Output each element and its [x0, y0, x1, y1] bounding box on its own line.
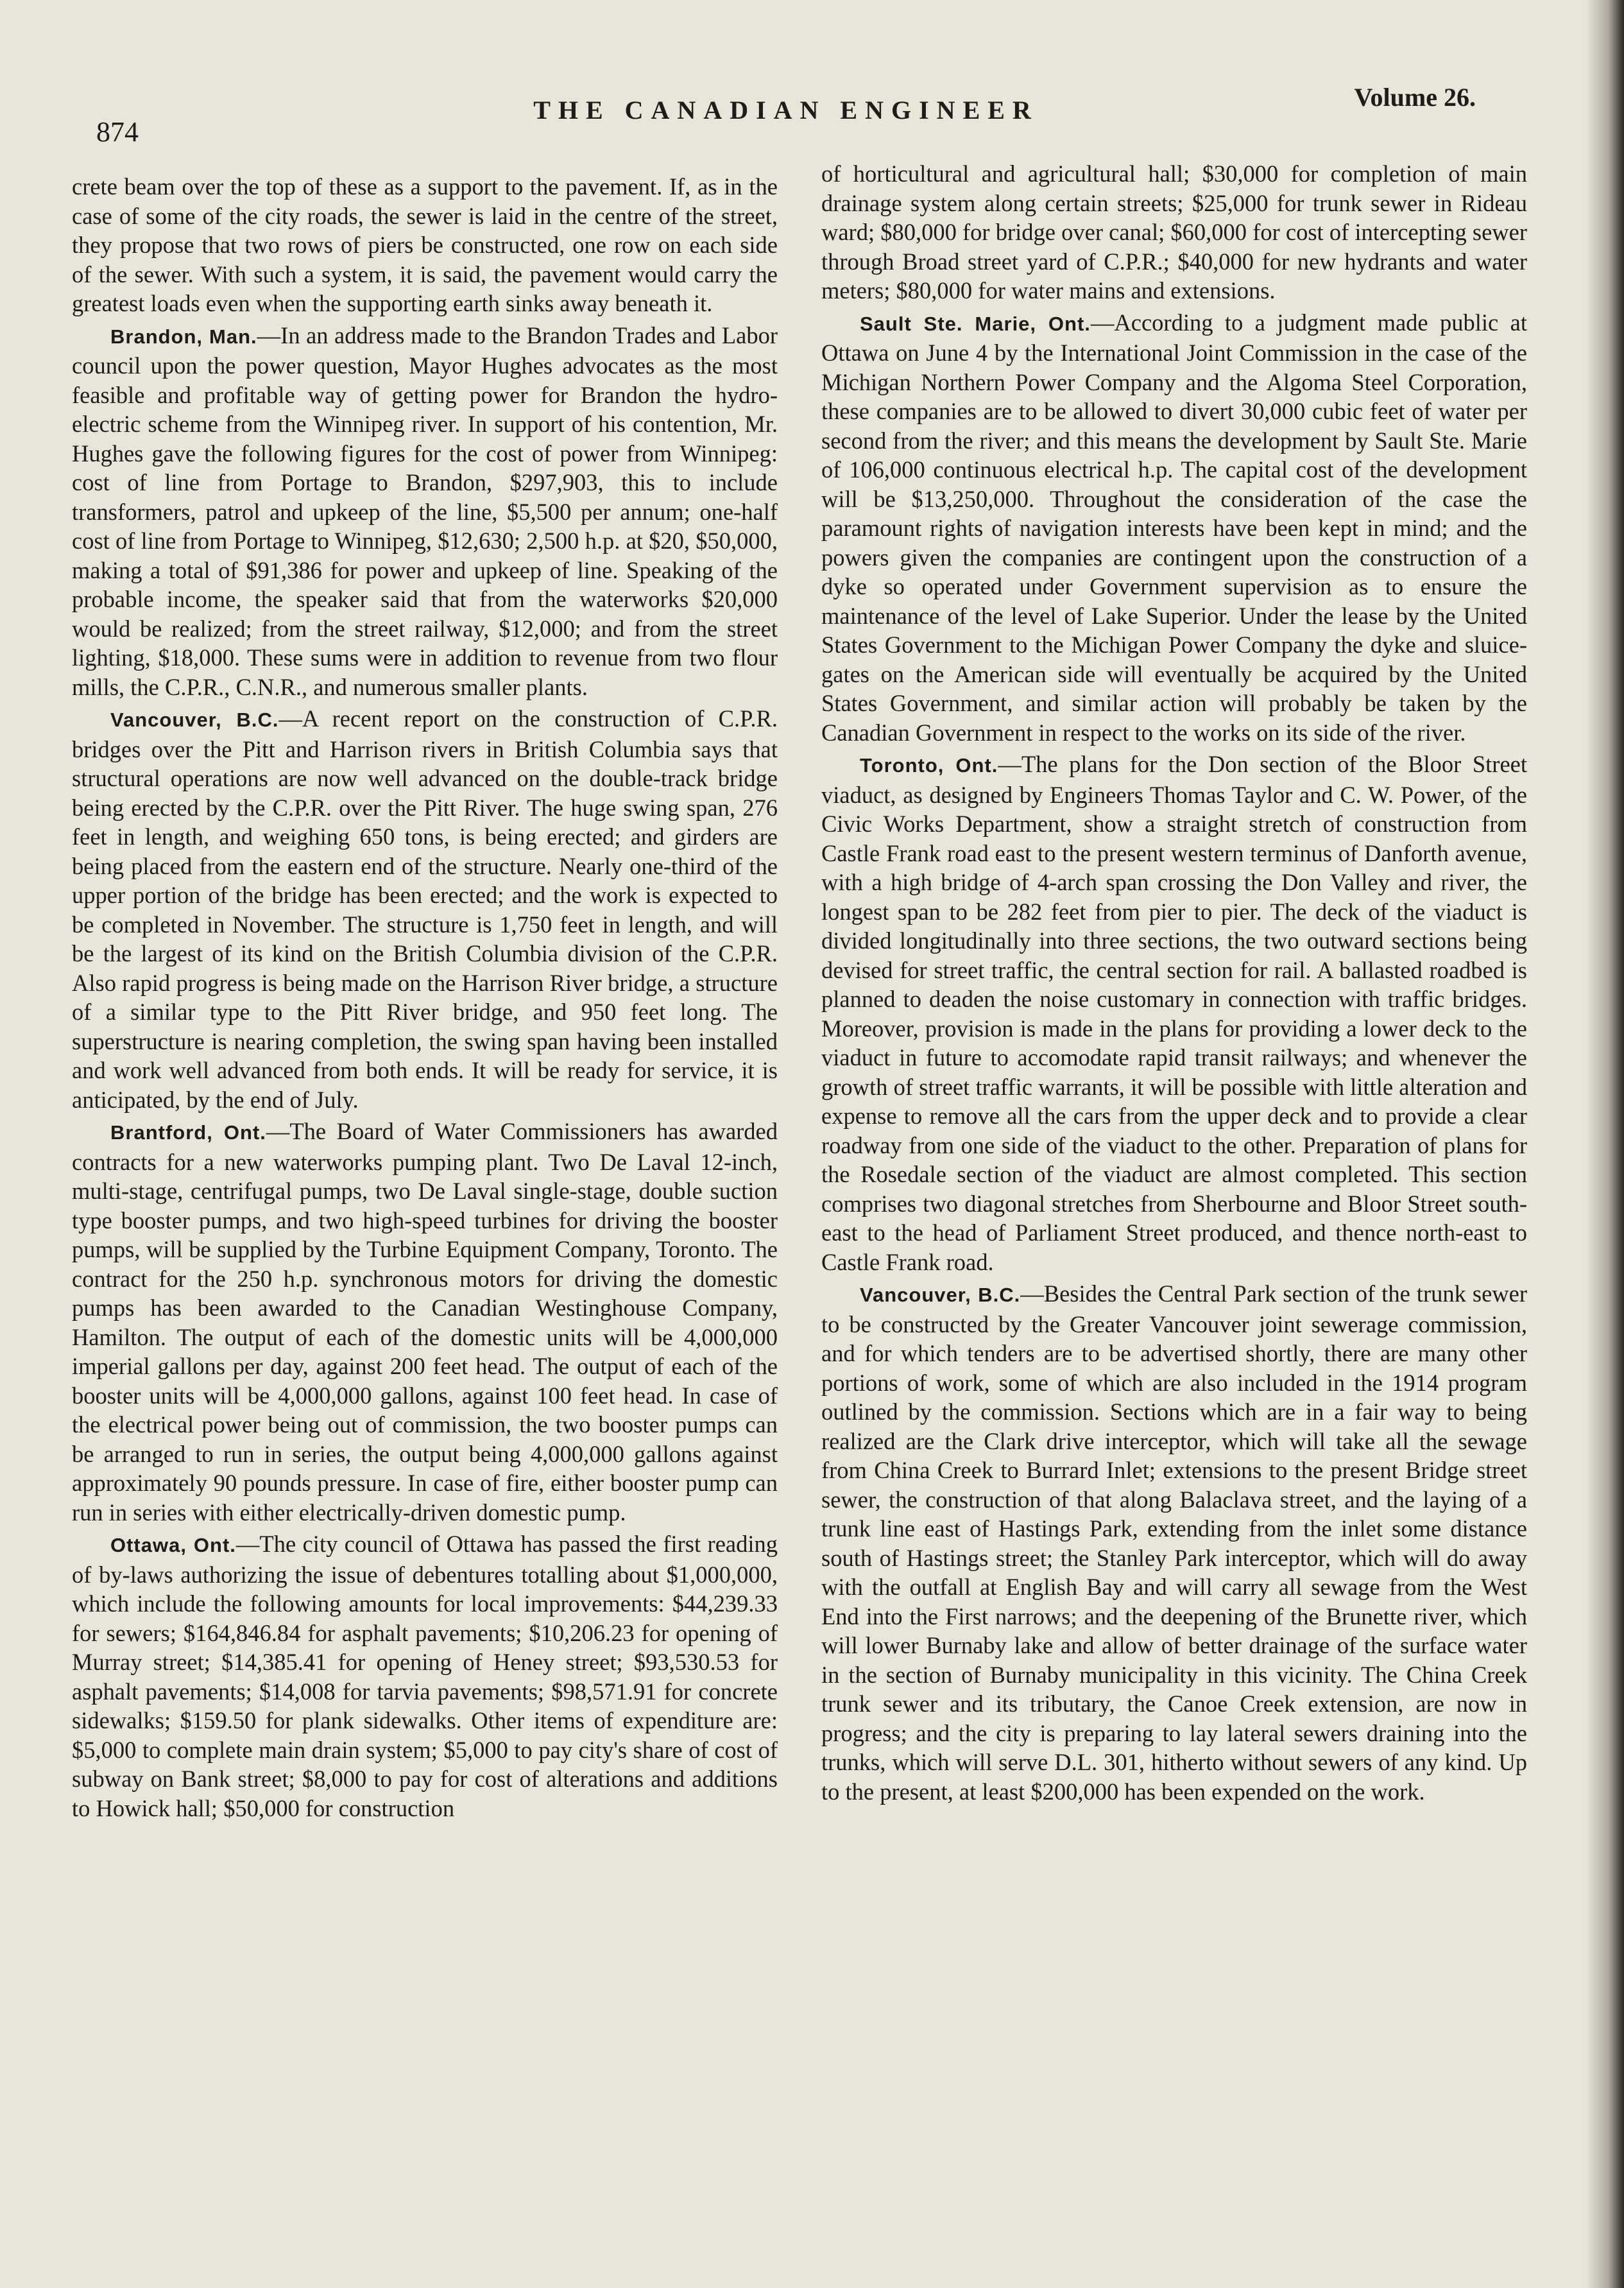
article-body: —The Board of Water Commissioners has awarded contracts for a new waterworks pumping plant. Two De Laval 12-inch, multi-stage, centrifugal pumps, two De Laval single-stage, double suction type booster pumps, and two high-speed turbines for driving the booster pumps, will be supplied by the Turbine Equipment Company, Toronto. The contract for the 250 h.p. synchronous motors for driving the domestic pumps has been awarded to the Canadian Westinghouse Company, Hamilton. The output of each of the domestic units will be 4,000,000 imperial gallons per day, against 200 feet head. The output of each of the booster units will be 4,000,000 gallons, against 100 feet head. In case of the electrical power being out of commission, the two booster pumps can be arranged to run in series, the output being 4,000,000 gallons against approximately 90 pounds pressure. In case of fire, either booster pump can run in series with either electrically-driven domestic pump.	[72, 1118, 778, 1526]
article-heading: Brantford, Ont.	[110, 1121, 266, 1144]
article-body: —The city council of Ottawa has passed the first reading of by-laws authorizing the issue of debentures totalling about $1,000,000, which include the following amounts for local improvements: $44,239.33 for sewers; $164,846.84 for asphalt pavements; $10,206.23 for opening of Murray street; $14,385.41 for opening of Heney street; $93,530.53 for asphalt pavements; $14,008 for tarvia pavements; $98,571.91 for concrete sidewalks; $159.50 for plank sidewalks. Other items of expenditure are: $5,000 to complete main drain system; $5,000 to pay city's share of cost of subway on Bank street; $8,000 to pay for cost of alterations and additions to Howick hall; $50,000 for construction	[72, 1531, 778, 1821]
article-heading: Ottawa, Ont.	[110, 1534, 236, 1556]
article-continuation: crete beam over the top of these as a support to the pavement. If, as in the case of some of the city roads, the sewer is laid in the centre of the street, they propose that two rows of piers be constructed, one row on each side of the sewer. With such a system, it is said, the pavement would carry the greatest loads even when the supporting earth sinks away beneath it.	[72, 173, 778, 316]
article-toronto	[821, 750, 1527, 1277]
article-heading: Vancouver, B.C.	[110, 709, 279, 731]
article-brandon	[72, 321, 778, 702]
article-heading: Sault Ste. Marie, Ont.	[860, 312, 1091, 335]
article-brantford	[72, 1117, 778, 1527]
volume-label: Volume 26.	[1354, 83, 1476, 112]
article-body: —Besides the Central Park section of the trunk sewer to be constructed by the Greater Vancouver joint sewerage commission, and for which tenders are to be advertised shortly, there are many other portions of work, some of which are also included in the 1914 program outlined by the commission. Sections which are in a fair way to being realized are the Clark drive interceptor, which will take all the sewage from China Creek to Burrard Inlet; extensions to the present Bridge street sewer, the construction of that along Balaclava street, and the laying of a trunk line east of Hastings Park, extending from the inlet some distance south of Hastings street; the Stanley Park interceptor, which will do away with the outfall at English Bay and will carry all sewage from the West End into the First narrows; and the deepening of the Brunette river, which will lower Burnaby lake and allow of better drainage of the surface water in the section of Burnaby municipality in this vicinity. The China Creek trunk sewer and its tributary, the Canoe Creek extension, are now in progress; and the city is preparing to lay lateral sewers draining into the trunks, which will serve D.L. 301, hitherto without sewers of any kind. Up to the present, at least $200,000 has been expended on the work.	[821, 1280, 1527, 1805]
article-body: —The plans for the Don section of the Bloor Street viaduct, as designed by Engineers Thomas Taylor and C. W. Power, of the Civic Works Department, show a straight stretch of construction from Castle Frank road east to the present western terminus of Danforth avenue, with a high bridge of 4-arch span crossing the Don Valley and river, the longest span to be 282 feet from pier to pier. The deck of the viaduct is divided longitudinally into three sections, the two outward sections being devised for street traffic, the central section for rail. A ballasted roadbed is planned to deaden the noise customary in connection with traffic bridges. Moreover, provision is made in the plans for providing a lower deck to the viaduct in future to accomodate rapid transit railways; and whenever the growth of street traffic warrants, it will be possible with little alteration and expense to remove all the cars from the upper deck and to provide a clear roadway from one side of the viaduct to the other. Preparation of plans for the Rosedale section of the viaduct are almost completed. This section comprises two diagonal stretches from Sherbourne and Bloor Street south-east to the head of Parliament Street produced, and thence north-east to Castle Frank road.	[821, 751, 1527, 1275]
journal-title: THE CANADIAN ENGINEER	[533, 96, 1039, 125]
article-heading: Vancouver, B.C.	[860, 1284, 1021, 1306]
article-vancouver	[72, 704, 778, 1114]
left-column	[72, 172, 778, 1823]
article-vancouver-sewers	[821, 1279, 1527, 1806]
article-continuation: of horticultural and agricultural hall; $30,000 for completion of main drainage system along certain streets; $25,000 for trunk sewer in Rideau ward; $80,000 for bridge over canal; $60,000 for cost of intercepting sewer through Broad street yard of C.P.R.; $40,000 for new hydrants and water meters; $80,000 for water mains and extensions.	[821, 160, 1527, 304]
article-body: —According to a judgment made public at Ottawa on June 4 by the International Joint Commission in the case of the Michigan Northern Power Company and the Algoma Steel Corporation, these companies are to be allowed to divert 30,000 cubic feet of water per second from the river; and this means the development by Sault Ste. Marie of 106,000 continuous electrical h.p. The capital cost of the development will be $13,250,000. Throughout the consideration of the case the paramount rights of navigation interests have been kept in mind; and the powers given the companies are contingent upon the construction of a dyke so operated under Government supervision as to ensure the maintenance of the level of Lake Superior. Under the lease by the United States Government to the Michigan Power Company the dyke and sluice-gates on the American side will eventually be acquired by the United States Government, and similar action will probably be taken by the Canadian Government in respect to the works on its side of the river.	[821, 309, 1528, 746]
article-sault-ste-marie	[821, 308, 1527, 748]
right-column	[821, 159, 1527, 1806]
page-header	[96, 77, 1476, 148]
article-ottawa	[72, 1529, 778, 1823]
article-heading: Toronto, Ont.	[860, 754, 998, 777]
page-number: 874	[96, 116, 139, 148]
page-edge-shadow	[1586, 0, 1624, 2288]
article-heading: Brandon, Man.	[110, 325, 257, 348]
article-body: —In an address made to the Brandon Trades and Labor council upon the power question, Mayor Hughes advocates as the most feasible and profitable way of getting power for Brandon the hydro-electric scheme from the Winnipeg river. In support of his contention, Mr. Hughes gave the following figures for the cost of power from Winnipeg: cost of line from Portage to Brandon, $297,903, this to include transformers, patrol and upkeep of the line, $5,500 per annum; one-half cost of line from Portage to Winnipeg, $12,630; 2,500 h.p. at $20, $50,000, making a total of $91,386 for power and upkeep of line. Speaking of the probable income, the speaker said that from the waterworks $20,000 would be realized; from the street railway, $12,000; and from the street lighting, $18,000. These sums were in addition to revenue from two flour mills, the C.P.R., C.N.R., and numerous smaller plants.	[72, 322, 778, 700]
article-body: —A recent report on the construction of C.P.R. bridges over the Pitt and Harrison rivers in British Columbia says that structural operations are now well advanced on the double-track bridge being erected by the C.P.R. over the Pitt River. The huge swing span, 276 feet in length, and weighing 650 tons, is being erected; and girders are being placed from the eastern end of the structure. Nearly one-third of the upper portion of the bridge has been erected; and the work is expected to be completed in November. The structure is 1,750 feet in length, and will be the largest of its kind on the British Columbia division of the C.P.R. Also rapid progress is being made on the Harrison River bridge, a structure of a similar type to the Pitt River bridge, and 950 feet long. The superstructure is nearing completion, the swing span having been installed and work well advanced from both ends. It will be ready for service, it is anticipated, by the end of July.	[72, 705, 778, 1113]
